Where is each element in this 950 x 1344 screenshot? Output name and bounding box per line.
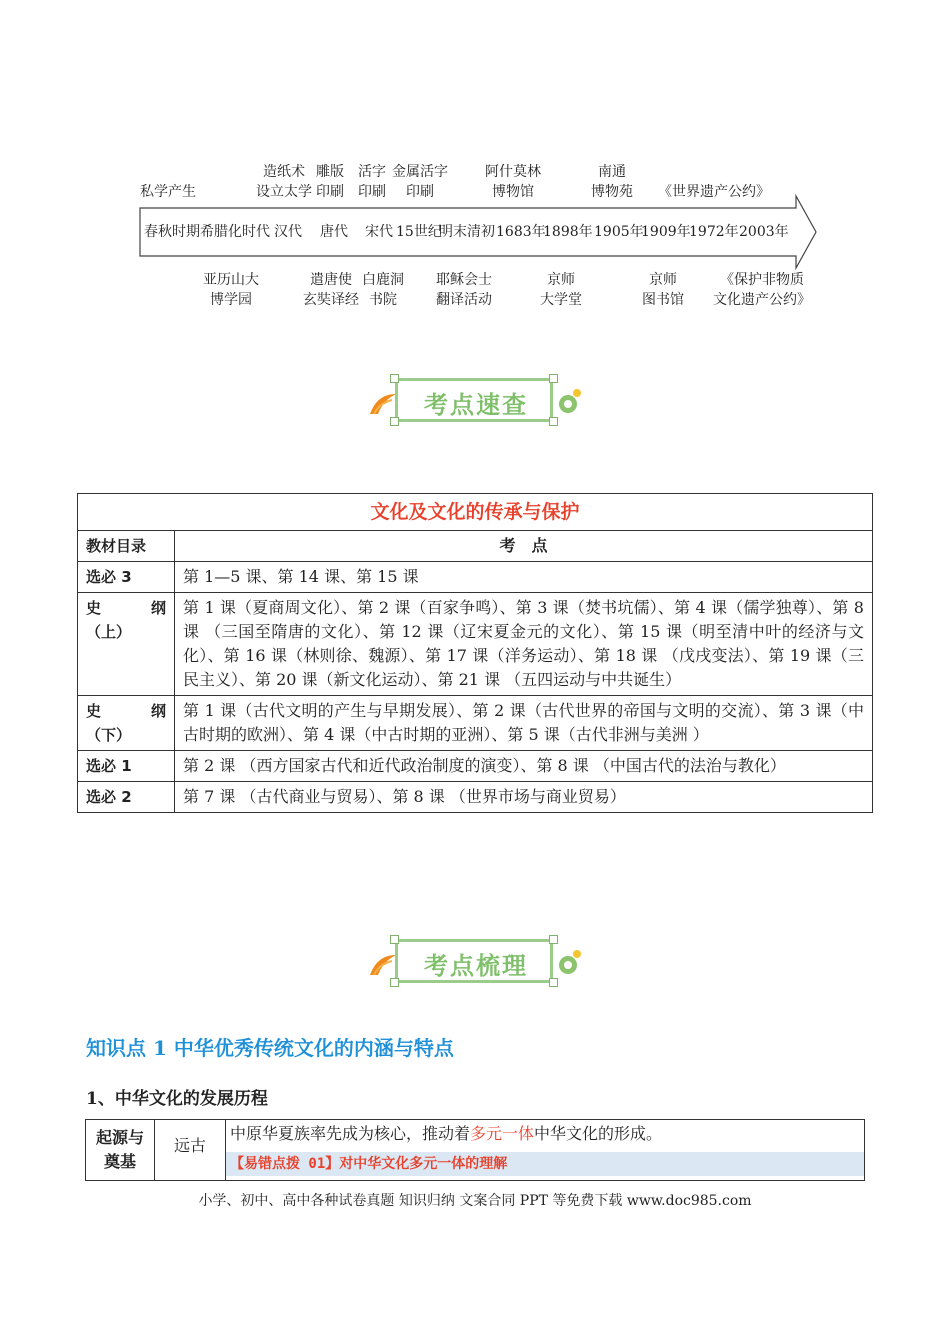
row-label: 选必 2	[78, 782, 175, 813]
tl-period-9: 1905年	[594, 224, 644, 240]
table-row	[78, 696, 873, 751]
row-content: 第 7 课 （古代商业与贸易）、第 8 课 （世界市场与商业贸易）	[175, 782, 873, 813]
table-title: 文化及文化的传承与保护	[78, 494, 873, 531]
tip-cell	[226, 1152, 865, 1180]
row-label: 选必 1	[78, 751, 175, 782]
tl-bottom-label-1: 遣唐使 玄奘译经	[303, 272, 359, 308]
table-row	[78, 593, 873, 696]
review-badge	[368, 935, 584, 991]
row-content: 第 2 课 （西方国家古代和近代政治制度的演变）、第 8 课 （中国古代的法治与教化）	[175, 751, 873, 782]
table-row	[78, 782, 873, 813]
tl-top-label-6: 南通 博物苑	[591, 164, 633, 200]
header-points: 考 点	[175, 531, 873, 562]
row-label-part: （上）	[86, 623, 132, 641]
tl-bottom-label-3: 耶稣会士 翻译活动	[436, 272, 492, 308]
row-label: 选必 3	[78, 562, 175, 593]
description-highlight: 多元一体	[470, 1124, 535, 1143]
tl-top-label-2: 雕版 印刷	[316, 164, 344, 200]
tl-bottom-label-0: 亚历山大 博学园	[203, 272, 259, 308]
table-row	[86, 1120, 865, 1153]
stage-label: 奠基	[103, 1152, 136, 1171]
tl-period-8: 1898年	[543, 224, 593, 240]
knowledge-point-title: 知识点 1 中华优秀传统文化的内涵与特点	[86, 1036, 454, 1060]
description-text: 中原华夏族率先成为核心，推动着	[230, 1124, 471, 1143]
row-label-part: 纲	[150, 702, 166, 720]
tl-bottom-label-6: 《保护非物质 文化遗产公约》	[713, 272, 811, 308]
table-row	[78, 562, 873, 593]
badge-title: 考点梳理	[424, 951, 528, 980]
tl-top-label-5: 阿什莫林 博物馆	[485, 164, 541, 200]
stage-cell	[86, 1120, 155, 1181]
badge-title: 考点速查	[424, 390, 528, 419]
tl-period-3: 唐代	[320, 224, 348, 240]
tl-bottom-label-2: 白鹿洞 书院	[362, 272, 404, 308]
tl-top-label-3: 活字 印刷	[358, 164, 386, 200]
row-content: 第 1 课（夏商周文化）、第 2 课（百家争鸣）、第 3 课（焚书坑儒）、第 4 课（儒学独尊）、第 8 课 （三国至隋唐的文化）、第 12 课（辽宋夏金元的文化）、第 15 课（明至清中叶的经济与文化）、第 16 课（林则徐、魏源）、第 17 课（洋务运动）、第 18 课 （戊戌变法）、第 19 课（三民主义）、第 20 课（新文化运动）、第 21 课 （五四运动与中共诞生）	[175, 593, 873, 696]
row-label-part: 纲	[150, 599, 166, 617]
tl-period-11: 1972年	[689, 224, 739, 240]
tl-period-1: 希腊化时代	[200, 224, 270, 240]
tl-top-label-0: 私学产生	[140, 184, 196, 200]
error-tip[interactable]: 【易错点拨 01】对中华文化多元一体的理解	[226, 1152, 864, 1176]
curriculum-table	[77, 493, 873, 813]
tl-top-label-7: 《世界遗产公约》	[658, 184, 770, 200]
header-catalog: 教材目录	[78, 531, 175, 562]
development-table	[85, 1119, 865, 1181]
stage-label: 起源与	[95, 1128, 144, 1147]
row-label-part: 史	[86, 702, 102, 720]
tl-period-10: 1909年	[641, 224, 691, 240]
table-row	[78, 751, 873, 782]
tl-top-label-1: 造纸术 设立太学	[256, 164, 312, 200]
page-footer: 小学、初中、高中各种试卷真题 知识归纳 文案合同 PPT 等免费下载 www.doc985.com	[198, 1193, 752, 1209]
row-content: 第 1 课（古代文明的产生与早期发展）、第 2 课（古代世界的帝国与文明的交流）、第 3 课（中古时期的欧洲）、第 4 课（中古时期的亚洲）、第 5 课（古代非洲与美洲 ）	[175, 696, 873, 751]
tl-period-12: 2003年	[739, 224, 789, 240]
culture-timeline	[0, 0, 950, 330]
tl-period-0: 春秋时期	[144, 224, 200, 240]
tl-period-7: 1683年	[496, 224, 546, 240]
row-content: 第 1—5 课、第 14 课、第 15 课	[175, 562, 873, 593]
description-cell	[226, 1120, 865, 1153]
description-text: 中华文化的形成。	[534, 1124, 663, 1143]
tl-bottom-label-5: 京师 图书馆	[642, 272, 684, 308]
quick-check-badge	[368, 374, 584, 430]
tl-bottom-label-4: 京师 大学堂	[540, 272, 582, 308]
tl-period-6: 明末清初	[439, 224, 495, 240]
row-label	[78, 593, 175, 696]
tl-period-2: 汉代	[274, 224, 302, 240]
row-label-part: 史	[86, 599, 102, 617]
row-label	[78, 696, 175, 751]
tl-period-5: 15世纪	[396, 224, 442, 240]
row-label-part: （下）	[86, 726, 132, 744]
era-cell: 远古	[155, 1120, 226, 1181]
section-title: 1、中华文化的发展历程	[86, 1089, 268, 1109]
tl-period-4: 宋代	[365, 224, 393, 240]
tl-top-label-4: 金属活字 印刷	[392, 164, 448, 200]
